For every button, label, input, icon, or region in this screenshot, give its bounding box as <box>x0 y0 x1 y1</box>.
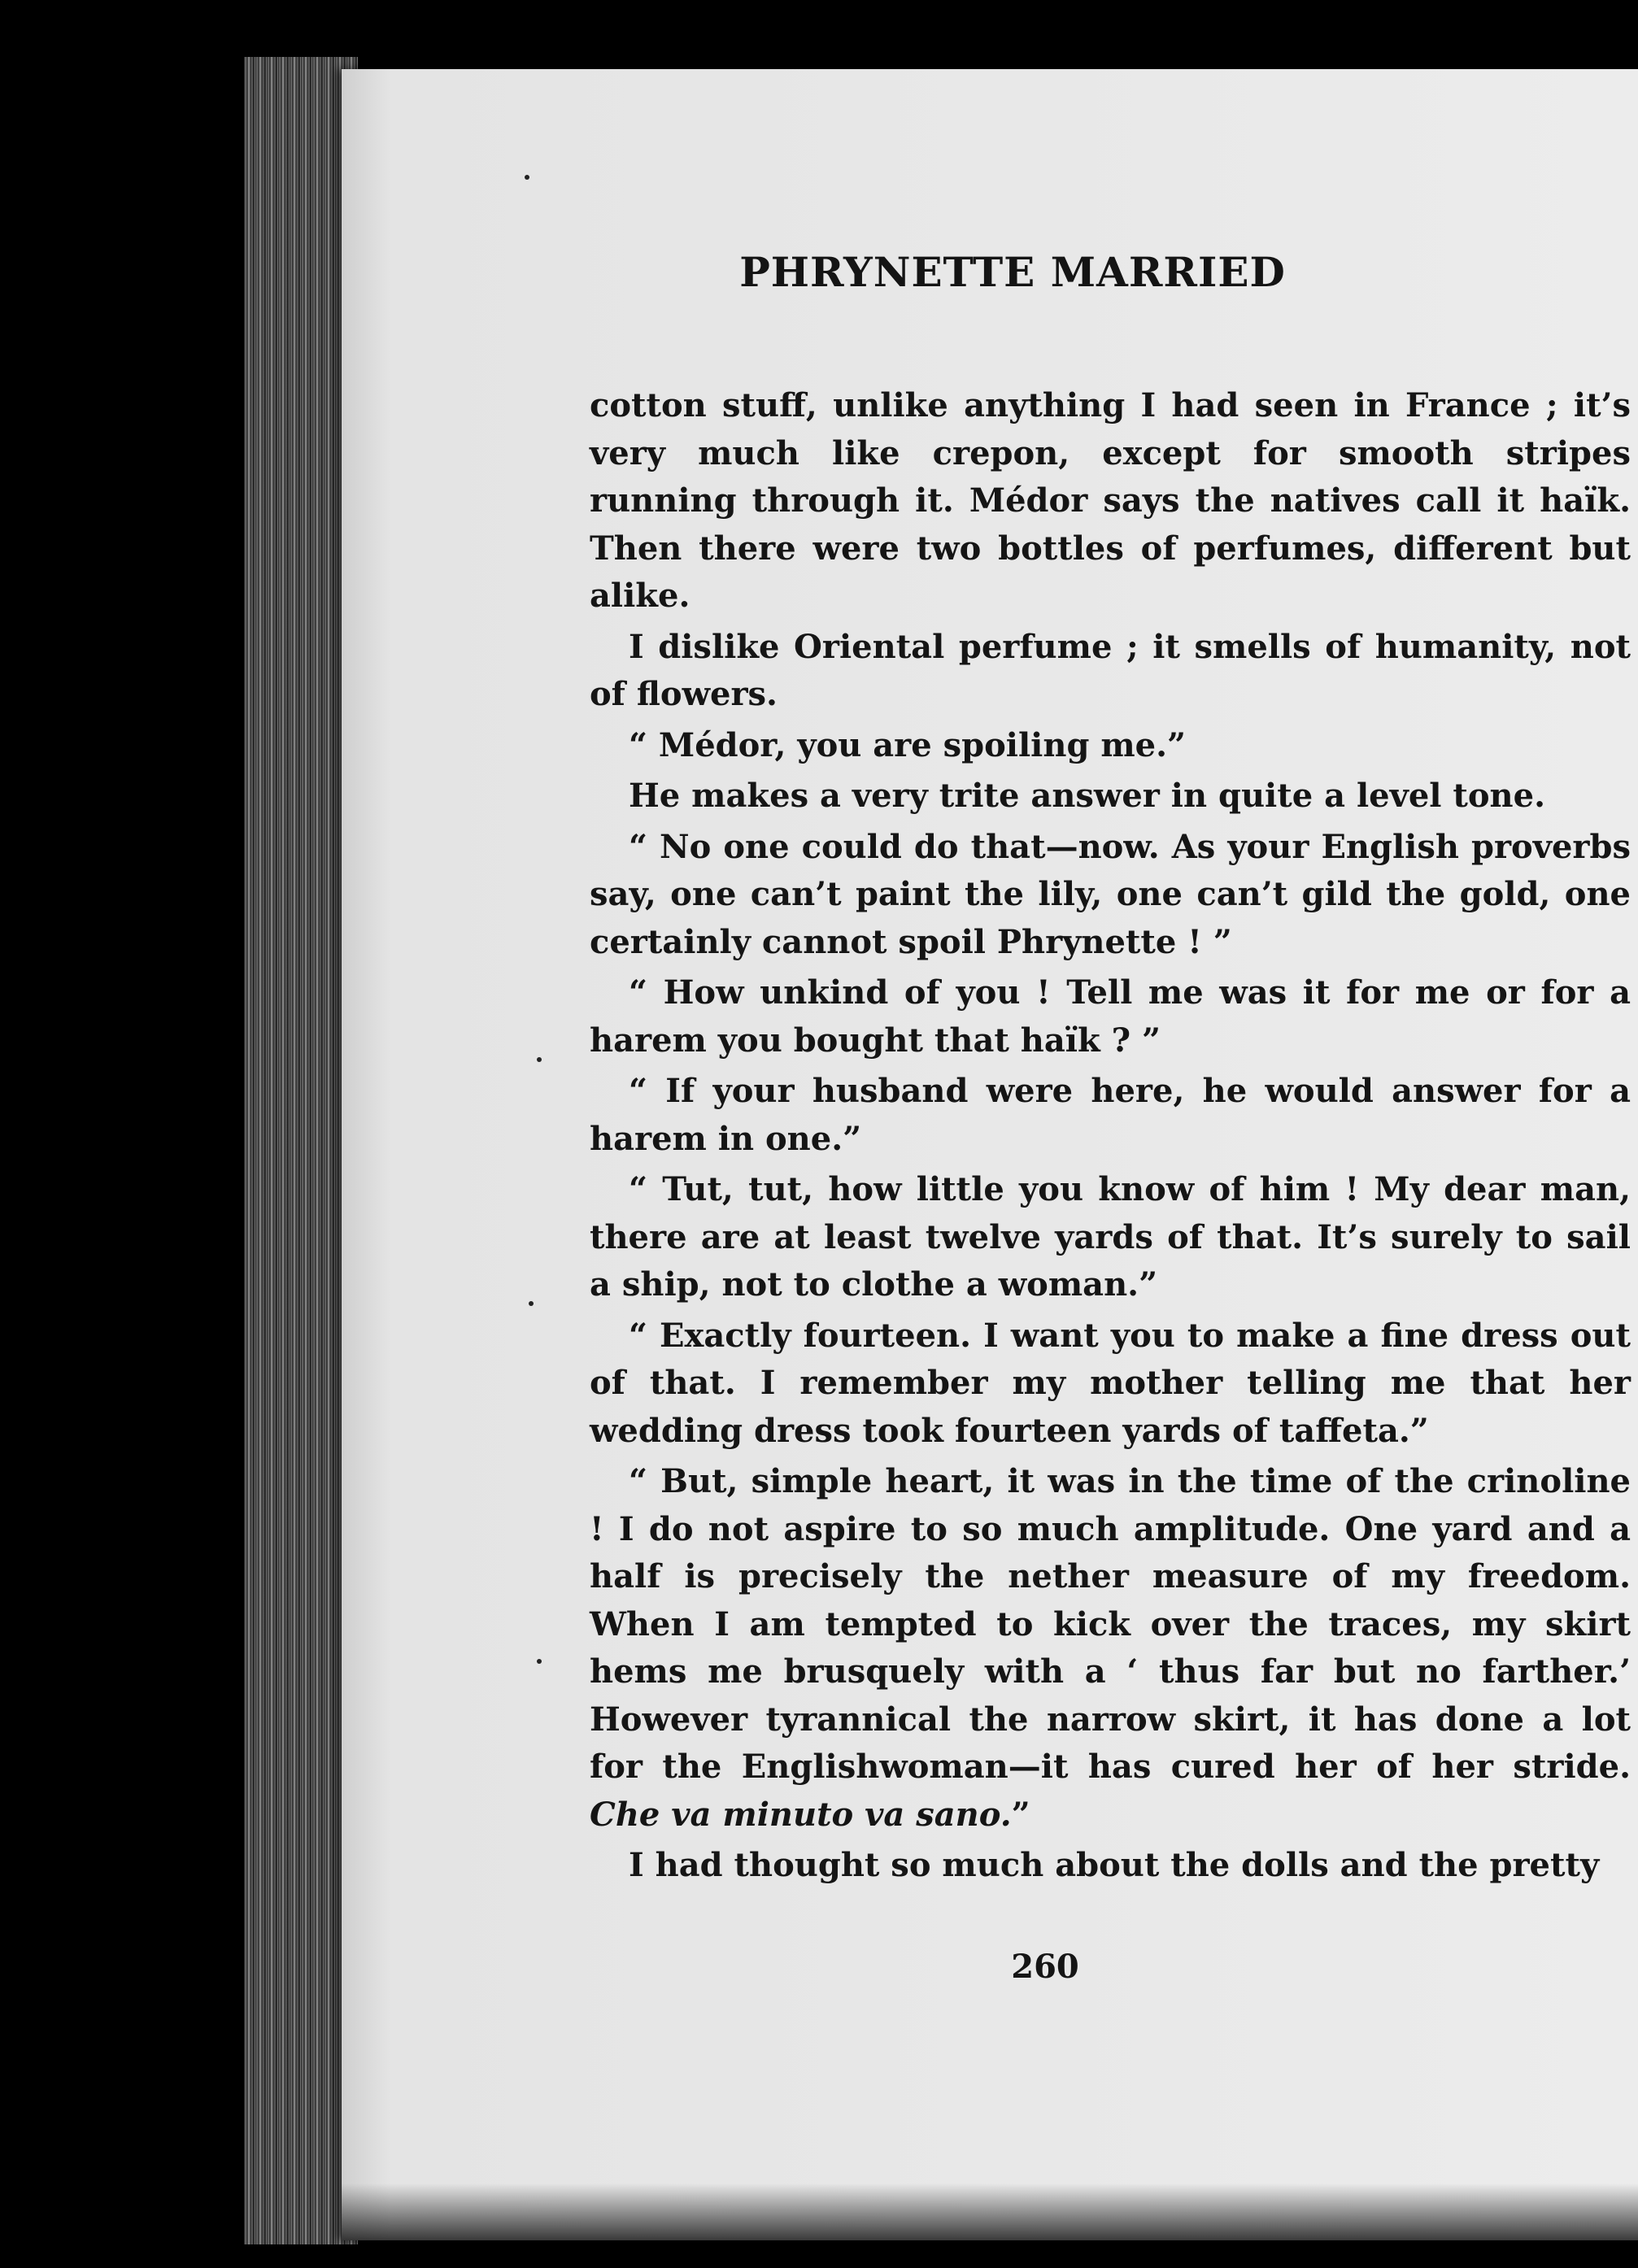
paragraph-text: “ But, simple heart, it was in the time of the crinoline ! I do not aspire to so much amplitude. One yard and a half is precisely the nether measure of my freedom. When I am tempted to kick over the traces, my skirt hems me brusquely with a ‘ thus far but no farther.’ However tyrannical the narrow skirt, it has done a lot for the Englishwoman—it has cured her of her stride. <box>590 1462 1631 1786</box>
dust-speck <box>525 175 529 180</box>
page-bottom-shadow <box>342 2183 1638 2240</box>
dust-speck <box>537 1057 542 1062</box>
dust-speck <box>529 1301 534 1306</box>
paragraph: “ No one could do that—now. As your English proverbs say, one can’t paint the lily, one can’t gild the gold, one certainly cannot spoil Phrynette ! ” <box>590 827 1631 961</box>
running-head: PHRYNETTE MARRIED <box>739 248 1286 296</box>
page-number: 260 <box>1011 1948 1079 1986</box>
paragraph: “ Tut, tut, how little you know of him ! My dear man, there are at least twelve yards of that. It’s surely to sail a ship, not to clothe a woman.” <box>590 1170 1631 1304</box>
closing-quote: ” <box>1011 1795 1030 1834</box>
paragraph: “ Exactly fourteen. I want you to make a fine dress out of that. I remember my mother telling me that her wedding dress took fourteen yards of taffeta.” <box>590 1316 1631 1450</box>
page-edge <box>244 57 358 2244</box>
paragraph <box>590 1458 1631 1839</box>
paragraph: “ Médor, you are spoiling me.” <box>629 725 1187 764</box>
book-page <box>342 69 1638 2240</box>
paragraph: “ If your husband were here, he would answer for a harem in one.” <box>590 1072 1631 1158</box>
paragraph: I dislike Oriental perfume ; it smells of humanity, not of flowers. <box>590 627 1631 713</box>
paragraph: He makes a very trite answer in quite a level tone. <box>629 777 1546 815</box>
paragraph: cotton stuff, unlike anything I had seen in France ; it’s very much like crepon, except for smooth stripes running through it. Médor says the natives call it haïk. Then there were two bottles of perfumes, different but alike. <box>590 386 1631 615</box>
dust-speck <box>537 1659 542 1664</box>
italic-phrase: Che va minuto va sano. <box>590 1795 1012 1834</box>
body-text <box>590 382 1631 1890</box>
paragraph: I had thought so much about the dolls and the pretty <box>629 1846 1600 1884</box>
paragraph: “ How unkind of you ! Tell me was it for me or for a harem you bought that haïk ? ” <box>590 973 1631 1060</box>
